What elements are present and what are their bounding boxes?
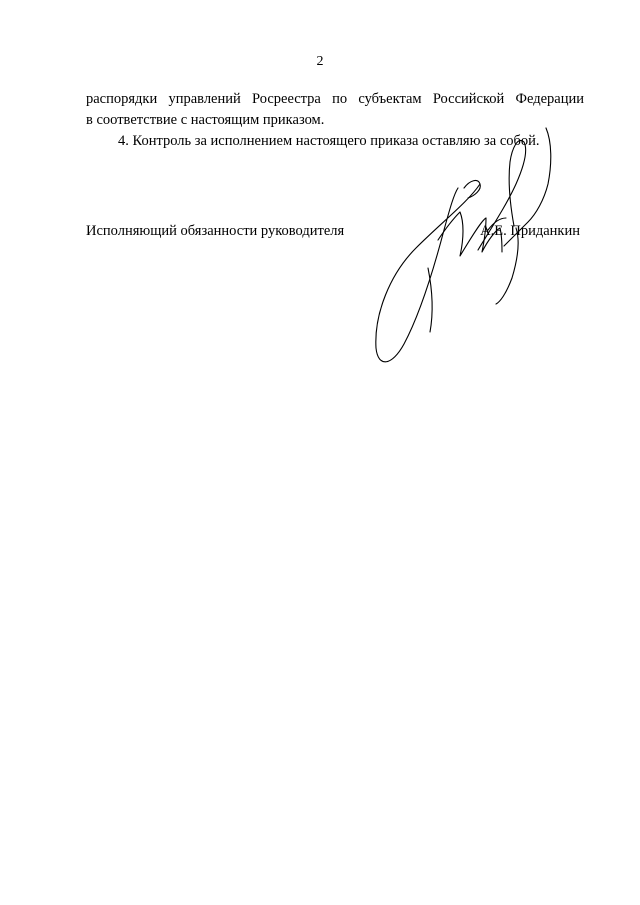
signer-title: Исполняющий обязанности руководителя	[86, 223, 345, 239]
page-number: 2	[316, 54, 324, 69]
item-4-paragraph	[86, 131, 616, 152]
body-paragraph-line-1	[86, 89, 584, 110]
paragraph-text: распорядки управлений Росреестра по субъектам Российской Федерации	[86, 91, 584, 107]
item-4-text: 4. Контроль за исполнением настоящего приказа оставляю за собой.	[118, 133, 540, 149]
signer-name: А.Е. Приданкин	[480, 223, 580, 239]
body-paragraph-line-2	[86, 110, 584, 131]
signature-icon	[368, 118, 568, 370]
paragraph-text: в соответствие с настоящим приказом.	[86, 112, 325, 128]
